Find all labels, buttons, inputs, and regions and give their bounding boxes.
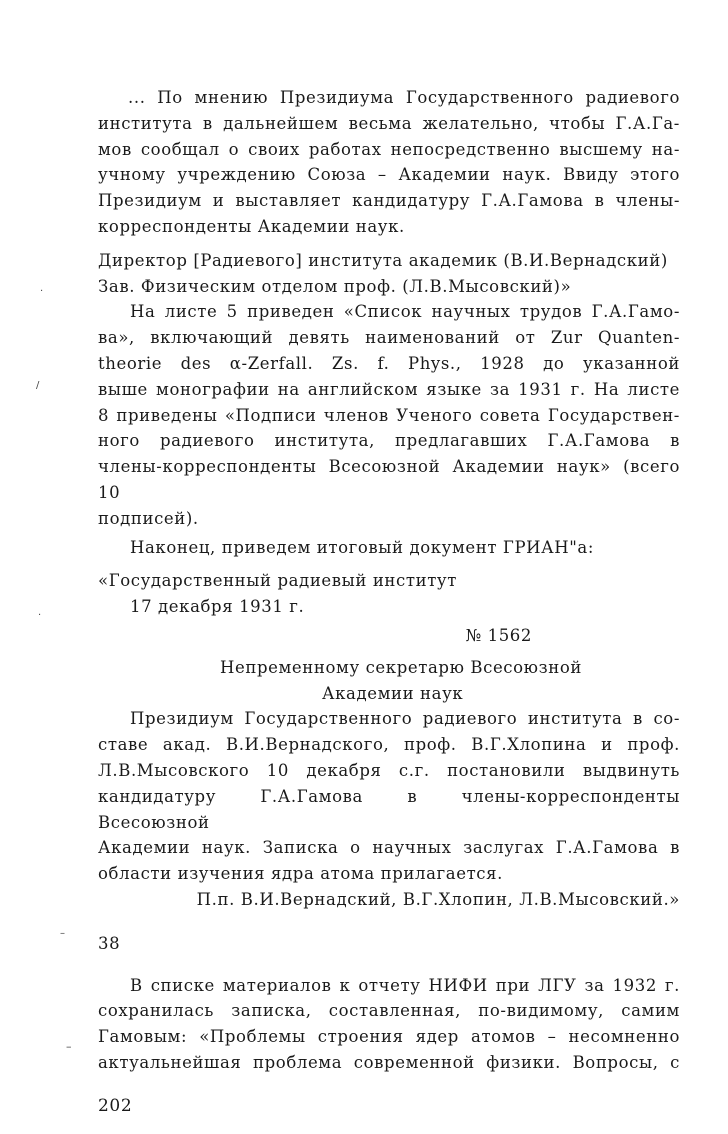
paragraph-final-document-intro: Наконец, приведем итоговый документ ГРИАН"а: <box>130 537 595 557</box>
text-line: института в дальнейшем весьма желательно, чтобы Г.А.Га- <box>98 113 680 133</box>
text-line: Академии наук. Записка о научных заслугах Г.А.Гамова в <box>98 838 680 858</box>
text-line: Президиум и выставляет кандидатуру Г.А.Гамова в члены- <box>98 191 680 211</box>
scan-mark: – <box>60 928 66 939</box>
addressee-line-1: Непременному секретарю Всесоюзной <box>220 657 582 677</box>
text-line: члены-корреспонденты Всесоюзной Академии наук» (всего 10 <box>98 457 680 502</box>
text-line: ва», включающий девять наименований от Zur Quanten- <box>98 328 680 348</box>
text-line: На листе 5 приведен «Список научных трудов Г.А.Гамо- <box>130 302 680 322</box>
signature-head-physics: Зав. Физическим отделом проф. (Л.В.Мысовский)» <box>98 276 572 296</box>
scan-mark: · <box>40 286 44 297</box>
text-line: Гамовым: «Проблемы строения ядер атомов – несомненно <box>98 1027 680 1047</box>
footnote-number: 38 <box>98 933 121 953</box>
text-line: ставе акад. В.И.Вернадского, проф. В.Г.Хлопина и проф. <box>98 735 680 755</box>
text-line: 8 приведены «Подписи членов Ученого совета Государствен- <box>98 405 680 425</box>
text-line: выше монографии на английском языке за 1931 г. На листе <box>98 379 680 399</box>
text-line: сохранилась записка, составленная, по-видимому, самим <box>98 1001 680 1021</box>
text-line: мов сообщал о своих работах непосредственно высшему на- <box>98 139 680 159</box>
paragraph-presidium-decision <box>98 706 680 887</box>
text-line: корреспонденты Академии наук. <box>98 216 405 236</box>
text-line: ... По мнению Президиума Государственного радиевого <box>128 88 680 107</box>
document-number: № 1562 <box>465 625 532 645</box>
text-line: актуальнейшая проблема современной физики. Вопросы, с <box>98 1052 680 1072</box>
text-line: кандидатуру Г.А.Гамова в члены-корреспонденты Всесоюзной <box>98 786 680 832</box>
paragraph-presidium-opinion <box>98 85 680 240</box>
paragraph-list-of-works <box>98 299 680 531</box>
text-line: Президиум Государственного радиевого института в со- <box>130 709 680 729</box>
scan-mark: · <box>38 610 42 621</box>
text-line: theorie des α-Zerfall. Zs. f. Phys., 1928 до указанной <box>98 353 680 373</box>
text-line: области изучения ядра атома прилагается. <box>98 864 503 884</box>
text-line: ного радиевого института, предлагавших Г.А.Гамова в <box>98 431 680 451</box>
addressee-line-2: Академии наук <box>322 683 464 703</box>
text-line: подписей). <box>98 508 199 528</box>
signatories: П.п. В.И.Вернадский, В.Г.Хлопин, Л.В.Мысовский.» <box>196 889 680 909</box>
page-body <box>98 85 680 1119</box>
text-line: учному учреждению Союза – Академии наук. Ввиду этого <box>98 165 680 185</box>
paragraph-nifi-report <box>98 973 680 1076</box>
scan-mark: / <box>36 380 40 391</box>
page-number: 202 <box>98 1095 133 1116</box>
scan-mark: – <box>66 1040 73 1053</box>
text-line: В списке материалов к отчету НИФИ при ЛГУ за 1932 г. <box>130 975 680 995</box>
signature-director: Директор [Радиевого] института академик (В.И.Вернадский) <box>98 250 668 270</box>
text-line: Л.В.Мысовского 10 декабря с.г. постановили выдвинуть <box>98 760 680 780</box>
document-date: 17 декабря 1931 г. <box>130 597 305 617</box>
document-header: «Государственный радиевый институт <box>98 571 457 591</box>
